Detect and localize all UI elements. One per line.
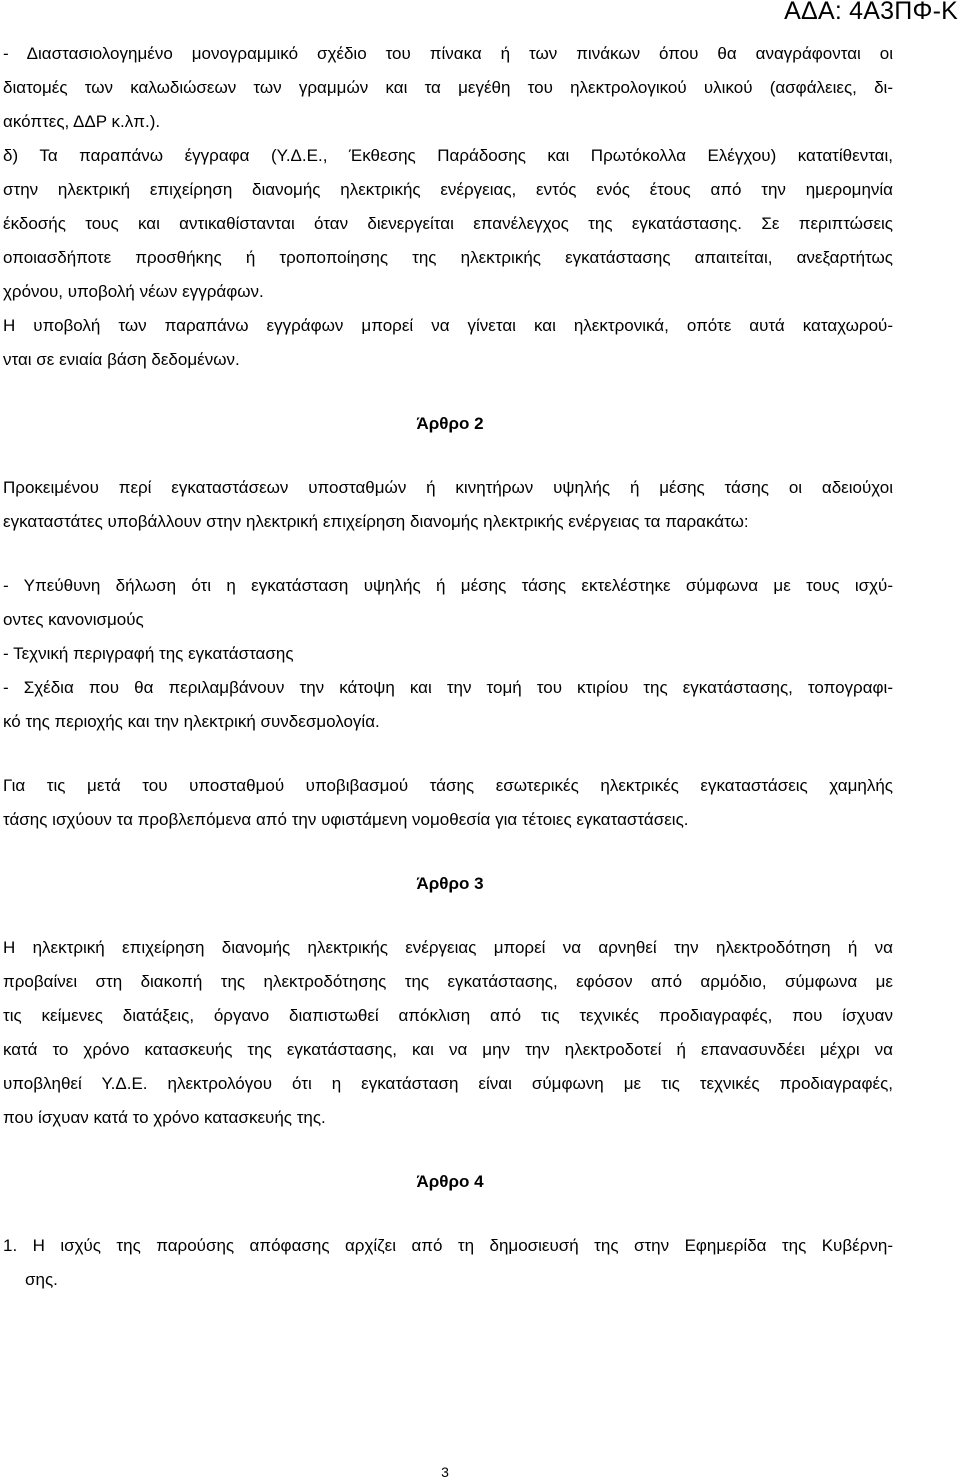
text-line: Για τις μετά του υποσταθμού υποβιβασμού τάσης εσωτερικές ηλεκτρικές εγκαταστάσεις χαμηλής: [3, 776, 893, 795]
text-line: διατομές των καλωδιώσεων των γραμμών και τα μεγέθη του ηλεκτρολογικού υλικού (ασφάλειες, δι-: [3, 78, 893, 97]
text-line: - Διαστασιολογημένο μονογραμμικό σχέδιο του πίνακα ή των πινάκων όπου θα αναγράφονται οι: [3, 44, 893, 63]
text-line: νται σε ενιαία βάση δεδομένων.: [3, 350, 240, 369]
text-line: που ίσχυαν κατά το χρόνο κατασκευής της.: [3, 1108, 326, 1127]
text-line: 1. Η ισχύς της παρούσης απόφασης αρχίζει από τη δημοσιευσή της στην Εφημερίδα της Κυβέρνη-: [3, 1236, 893, 1255]
text-line: υποβληθεί Υ.Δ.Ε. ηλεκτρολόγου ότι η εγκατάσταση είναι σύμφωνη με τις τεχνικές προδιαγραφές,: [3, 1074, 893, 1093]
text-line: Η ηλεκτρική επιχείρηση διανομής ηλεκτρικής ενέργειας μπορεί να αρνηθεί την ηλεκτροδότηση ή να: [3, 938, 893, 957]
page-number: 3: [441, 1464, 449, 1480]
text-line: Προκειμένου περί εγκαταστάσεων υποσταθμών ή κινητήρων υψηλής ή μέσης τάσης οι αδειούχοι: [3, 478, 893, 497]
text-line: κατά το χρόνο κατασκευής της εγκατάστασης, και να μην την ηλεκτροδοτεί ή επανασυνδέει μέχρι να: [3, 1040, 893, 1059]
text-line: εγκαταστάτες υποβάλλουν στην ηλεκτρική επιχείρηση διανομής ηλεκτρικής ενέργειας τα παρακάτω:: [3, 512, 749, 531]
text-line: τις κείμενες διατάξεις, όργανο διαπιστωθεί απόκλιση από τις τεχνικές προδιαγραφές, που ίσχυαν: [3, 1006, 893, 1025]
text-line: προβαίνει στη διακοπή της ηλεκτροδότησης της εγκατάστασης, εφόσον από αρμόδιο, σύμφωνα με: [3, 972, 893, 991]
list-item: - Σχέδια που θα περιλαμβάνουν την κάτοψη και την τομή του κτιρίου της εγκατάστασης, τοπογραφι-: [3, 678, 893, 697]
text-line: έκδοσής τους και αντικαθίστανται όταν διενεργείται επανέλεγχος της εγκατάστασης. Σε περιπτώσεις: [3, 214, 893, 233]
text-line: Η υποβολή των παραπάνω εγγράφων μπορεί να γίνεται και ηλεκτρονικά, οπότε αυτά καταχωρού-: [3, 316, 893, 335]
list-item: οντες κανονισμούς: [3, 610, 144, 629]
text-line: δ) Τα παραπάνω έγγραφα (Υ.Δ.Ε., Έκθεσης Παράδοσης και Πρωτόκολλα Ελέγχου) κατατίθενται,: [3, 146, 893, 165]
text-line: στην ηλεκτρική επιχείρηση διανομής ηλεκτρικής ενέργειας, εντός ενός έτους από την ημερομηνία: [3, 180, 893, 199]
text-line: σης.: [25, 1270, 58, 1289]
text-line: ακόπτες, ΔΔΡ κ.λπ.).: [3, 112, 161, 131]
document-code: ΑΔΑ: 4Α3ΠΦ-Κ: [784, 0, 958, 25]
text-line: χρόνου, υποβολή νέων εγγράφων.: [3, 282, 264, 301]
list-item: - Τεχνική περιγραφή της εγκατάστασης: [3, 644, 294, 663]
list-item: - Υπεύθυνη δήλωση ότι η εγκατάσταση υψηλής ή μέσης τάσης εκτελέστηκε σύμφωνα με τους ισχύ-: [3, 576, 893, 595]
article-2-heading: Άρθρο 2: [416, 414, 484, 433]
article-3-heading: Άρθρο 3: [416, 874, 484, 893]
list-item: κό της περιοχής και την ηλεκτρική συνδεσμολογία.: [3, 712, 380, 731]
text-line: τάσης ισχύουν τα προβλεπόμενα από την υφιστάμενη νομοθεσία για τέτοιες εγκαταστάσεις.: [3, 810, 689, 829]
document-body: [3, 37, 893, 1297]
article-4-heading: Άρθρο 4: [416, 1172, 484, 1191]
text-line: οποιασδήποτε προσθήκης ή τροποποίησης της ηλεκτρικής εγκατάστασης απαιτείται, ανεξαρτήτως: [3, 248, 893, 267]
